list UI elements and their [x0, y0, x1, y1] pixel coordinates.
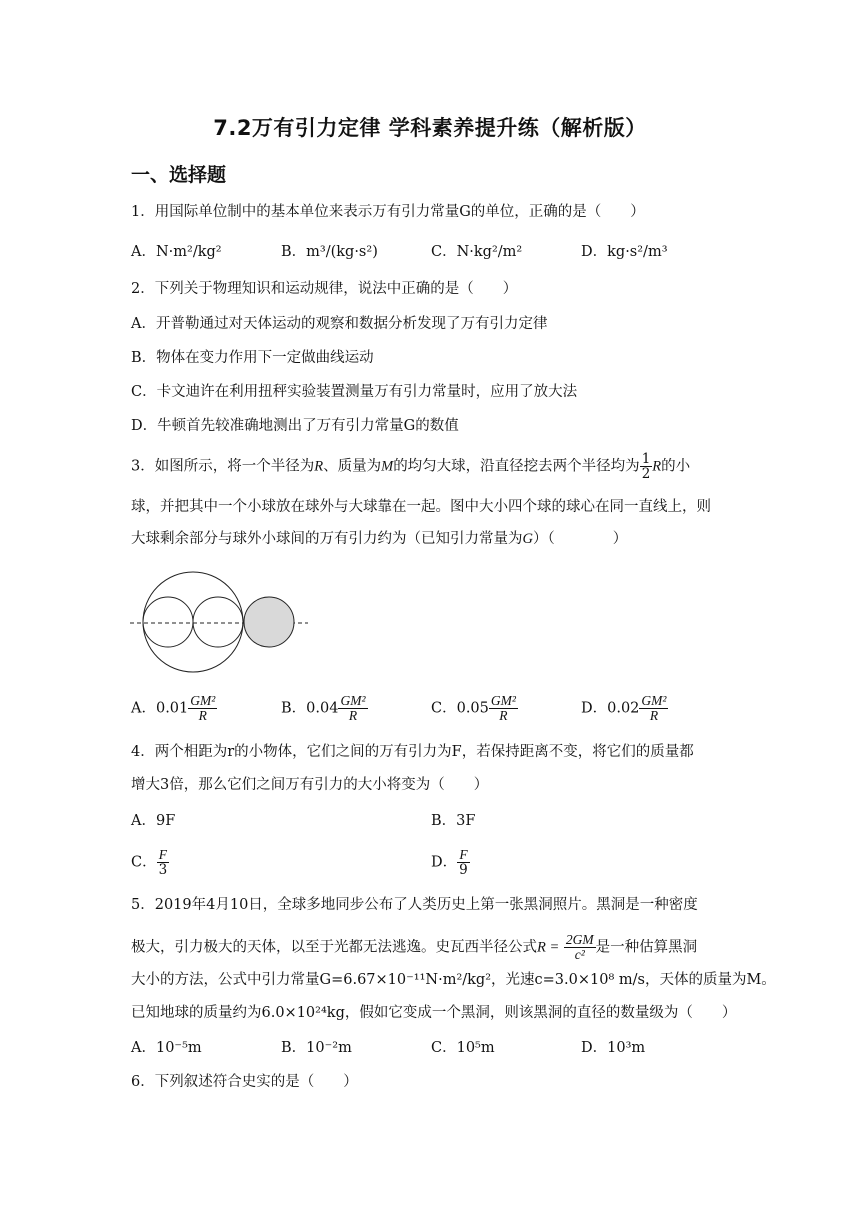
q1-option-d: D．kg·s²/m³ [581, 244, 668, 260]
q4-stem-line1: 4．两个相距为r的小物体，它们之间的万有引力为F，若保持距离不变，将它们的质量都 [131, 744, 694, 760]
q3-stem-line3: 大球剩余部分与球外小球间的万有引力约为（已知引力常量为G）（ ） [131, 531, 628, 547]
outside-small-sphere [244, 597, 294, 647]
q3-option-d: D．0.02 $\frac{\text{GM²}}{R}$ [581, 693, 667, 724]
q3-option-b: B．0.04 $\frac{\text{GM²}}{R}$ [281, 693, 366, 724]
q1-stem: 1．用国际单位制中的基本单位来表示万有引力常量G的单位，正确的是（ ） [131, 204, 645, 220]
page-title: 7.2万有引力定律 学科素养提升练（解析版） [213, 116, 647, 140]
q3-option-a: A．0.01 $\frac{\text{GM²}}{R}$ [131, 693, 216, 724]
q4-option-b: B．3F [431, 813, 476, 829]
section-heading: 一、选择题 [131, 164, 227, 186]
q4-option-d: D． $\frac{F}{9}$ [431, 847, 468, 879]
q3-half-fraction: $\frac{1}{2}$ [641, 451, 651, 483]
q6-stem: 6．下列叙述符合史实的是（ ） [131, 1074, 358, 1090]
q1-option-b: B．m³/(kg·s²) [281, 244, 378, 260]
q2-option-a: A．开普勒通过对天体运动的观察和数据分析发现了万有引力定律 [131, 316, 548, 332]
q2-option-c: C．卡文迪许在利用扭秤实验装置测量万有引力常量时，应用了放大法 [131, 384, 578, 400]
q3-stem-line2: 球，并把其中一个小球放在球外与大球靠在一起。图中大小四个球的球心在同一直线上，则 [131, 499, 711, 515]
q3-stem-line1: 3．如图所示，将一个半径为R、质量为M的均匀大球，沿直径挖去两个半径均为 $\frac{1}{2}$ R的小 [131, 451, 691, 483]
schwarzschild-formula: $\frac{2GM}{\text{c²}}$ [565, 932, 594, 963]
q5-stem-line2: 极大，引力极大的天体，以至于光都无法逃逸。史瓦西半径公式R = $\frac{2GM}{\text{c²}}$ 是一种估算黑洞 [131, 932, 698, 963]
q5-stem-line1: 5．2019年4月10日，全球多地同步公布了人类历史上第一张黑洞照片。黑洞是一种密度 [131, 897, 698, 913]
q3-spheres-diagram [128, 565, 313, 677]
q5-option-b: B．10⁻²m [281, 1040, 352, 1056]
q4-stem-line2: 增大3倍，那么它们之间万有引力的大小将变为（ ） [131, 777, 489, 793]
q3-option-c: C．0.05 $\frac{\text{GM²}}{R}$ [431, 693, 516, 724]
q2-stem: 2．下列关于物理知识和运动规律，说法中正确的是（ ） [131, 281, 518, 297]
q4-option-c: C． $\frac{F}{3}$ [131, 847, 168, 879]
q5-stem-line4: 已知地球的质量约为6.0×10²⁴kg，假如它变成一个黑洞，则该黑洞的直径的数量级为（ ） [131, 1005, 737, 1021]
q1-option-c: C．N·kg²/m² [431, 244, 523, 260]
q5-option-c: C．10⁵m [431, 1040, 495, 1056]
hollow-cavity-right [193, 597, 243, 647]
q5-option-d: D．10³m [581, 1040, 646, 1056]
q5-option-a: A．10⁻⁵m [131, 1040, 202, 1056]
hollow-cavity-left [143, 597, 193, 647]
q2-option-b: B．物体在变力作用下一定做曲线运动 [131, 350, 374, 366]
q2-option-d: D．牛顿首先较准确地测出了万有引力常量G的数值 [131, 418, 459, 434]
q4-option-a: A．9F [131, 813, 176, 829]
q1-option-a: A．N·m²/kg² [131, 244, 222, 260]
q5-stem-line3: 大小的方法，公式中引力常量G=6.67×10⁻¹¹N·m²/kg²，光速c=3.0×10⁸ m/s，天体的质量为M。 [131, 972, 776, 988]
